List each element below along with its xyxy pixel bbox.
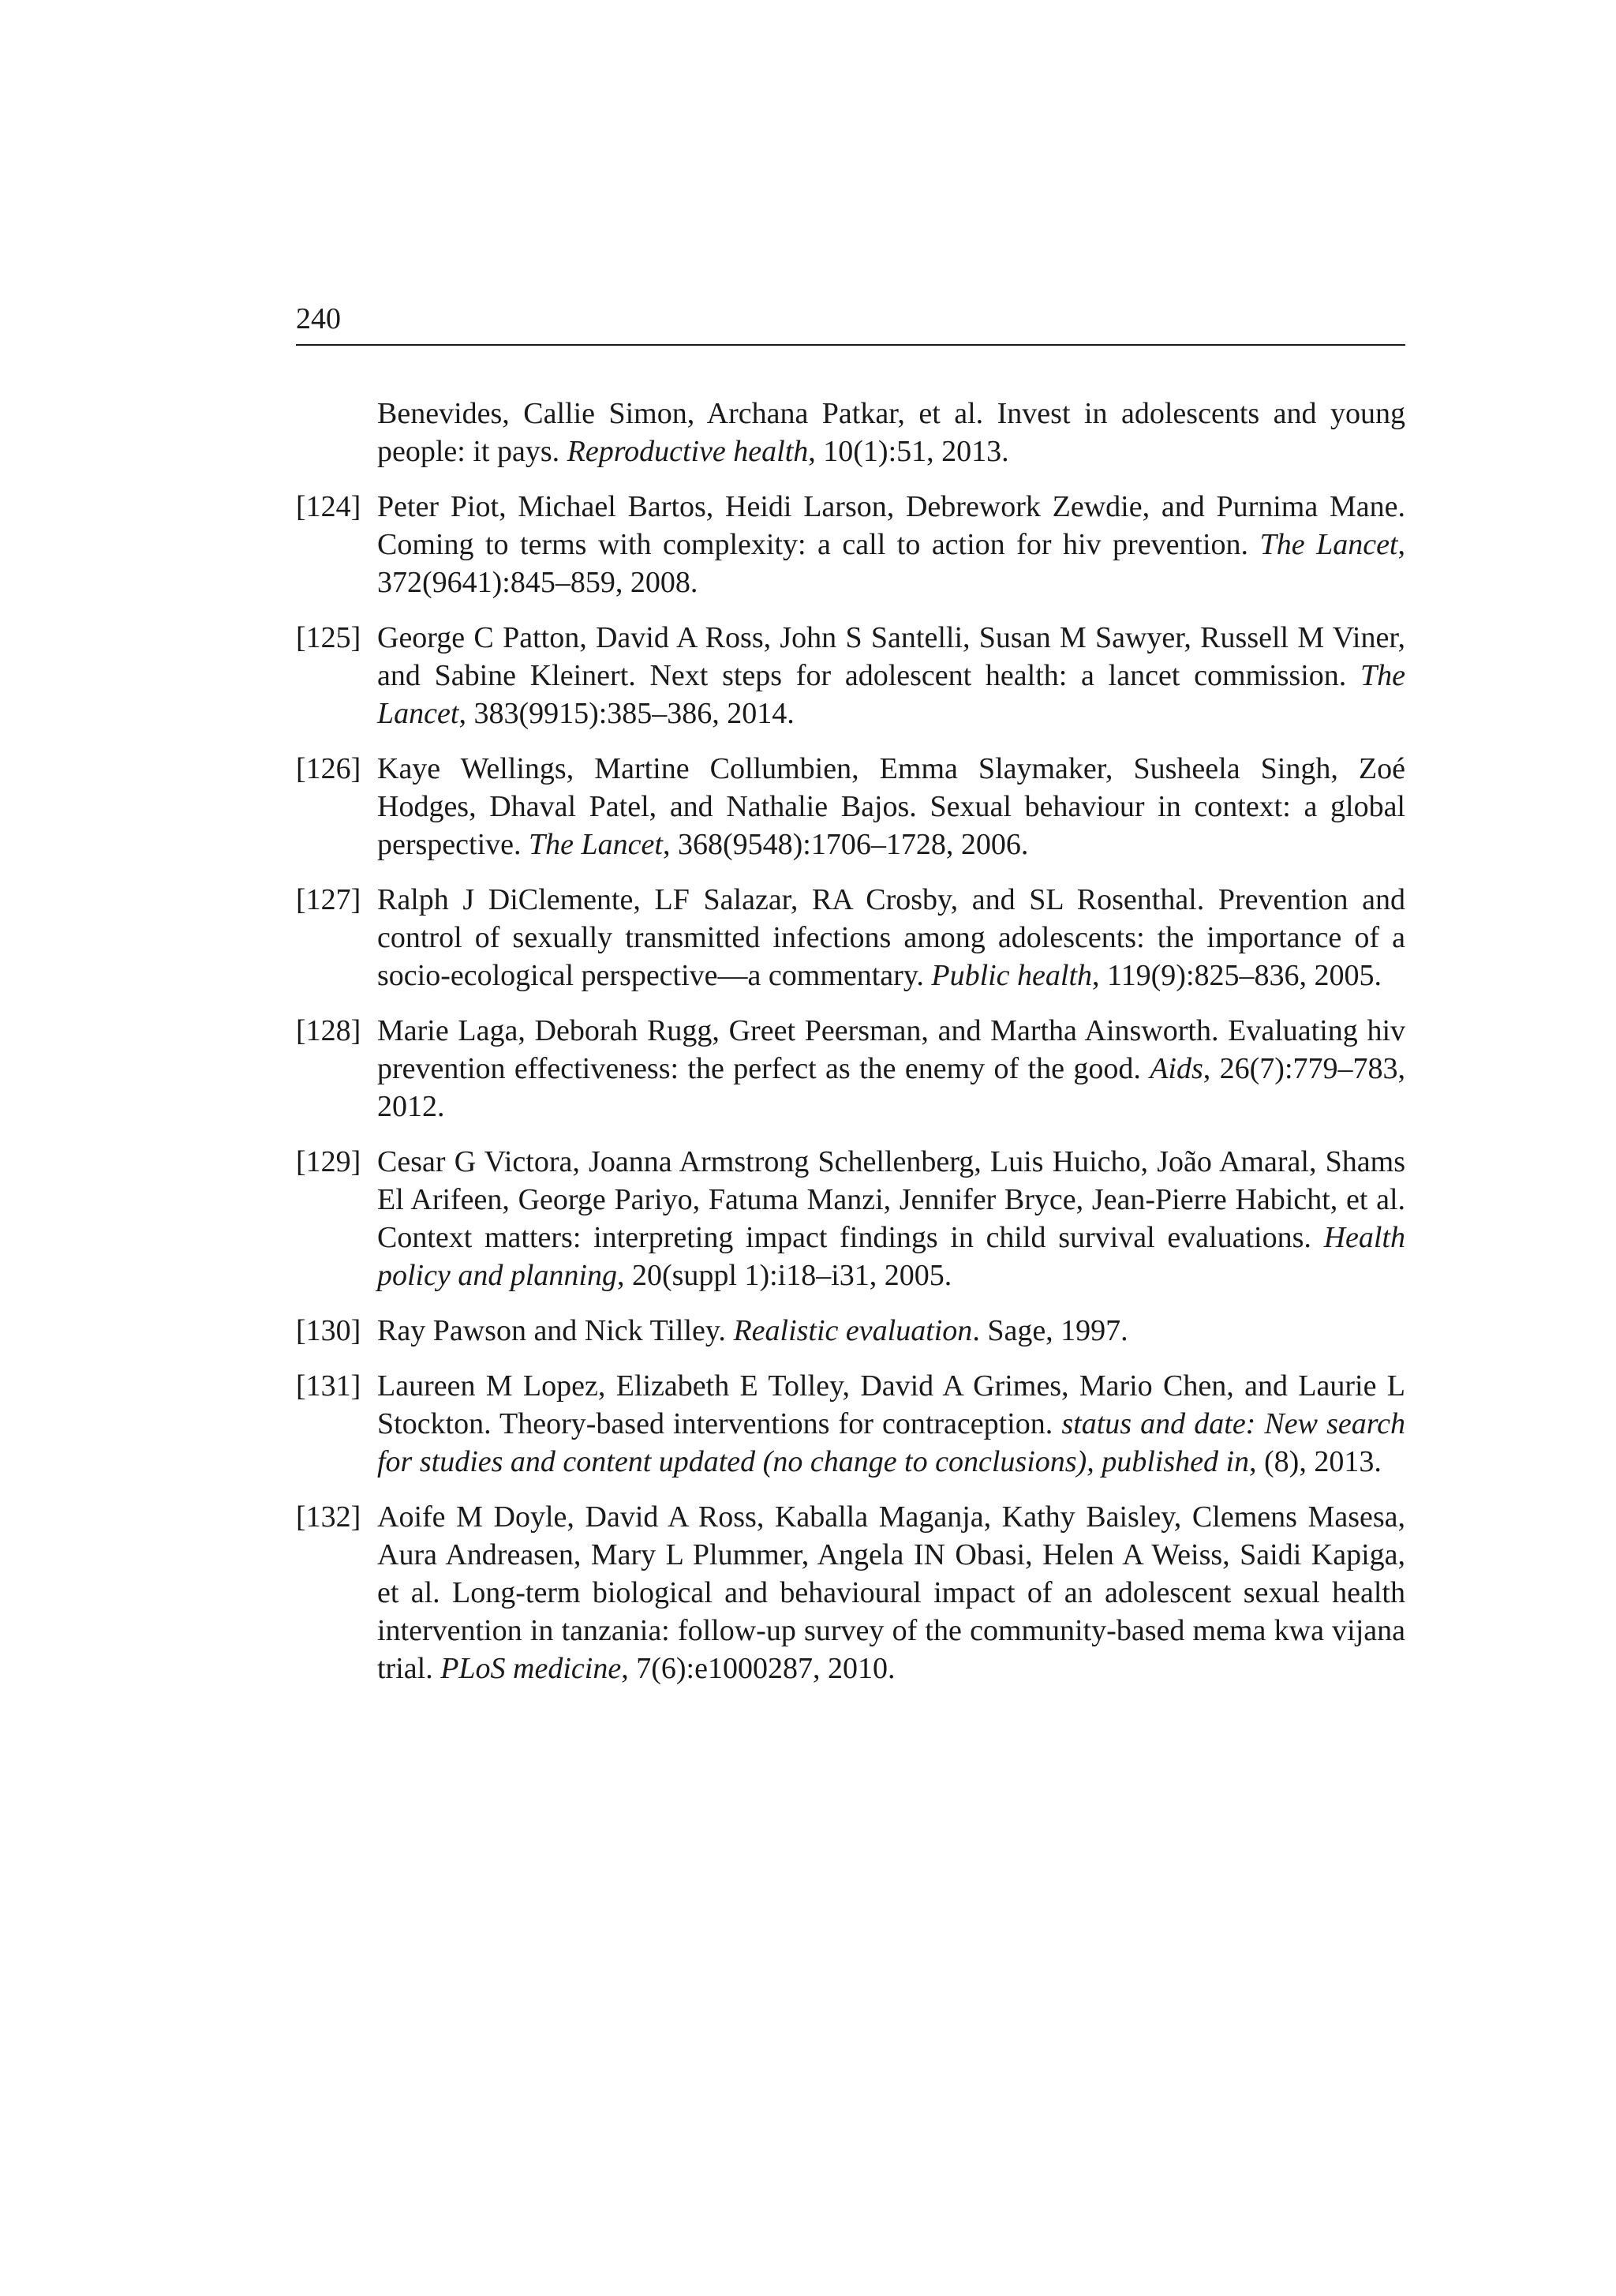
reference-details: , 26(7):779–783, 2012. (377, 1052, 1405, 1123)
reference-venue: Realistic evaluation (733, 1314, 973, 1347)
reference-venue: Public health (931, 959, 1093, 992)
reference-details: , 372(9641):845–859, 2008. (377, 528, 1405, 599)
reference-text (377, 1143, 1405, 1294)
reference-entry (296, 488, 1405, 601)
reference-entry (296, 1367, 1405, 1481)
reference-details: , 383(9915):385–386, 2014. (458, 697, 795, 730)
reference-text (377, 881, 1405, 994)
reference-venue: The Lancet (377, 659, 1405, 730)
reference-citation: Ralph J DiClemente, LF Salazar, RA Crosby, and SL Rosenthal. Prevention and control of sexually transmitted infections among adolescents: the importance of a socio-ecological perspective—a commentary. (377, 883, 1405, 992)
reference-text (377, 395, 1405, 470)
reference-entry (296, 395, 1405, 470)
reference-citation: Aoife M Doyle, David A Ross, Kaballa Maganja, Kathy Baisley, Clemens Masesa, Aura Andreasen, Mary L Plummer, Angela IN Obasi, Helen A Weiss, Saidi Kapiga, et al. Long-term biological and behavioural impact of an adolescent sexual health intervention in tanzania: follow-up survey of the community-based mema kwa vijana trial. (377, 1500, 1405, 1685)
reference-text (377, 1312, 1405, 1350)
reference-venue: PLoS medicine (440, 1652, 622, 1685)
reference-citation: Benevides, Callie Simon, Archana Patkar, et al. Invest in adolescents and young people: it pays. (377, 397, 1405, 468)
reference-list (296, 395, 1405, 1705)
reference-entry (296, 1498, 1405, 1687)
reference-citation: Cesar G Victora, Joanna Armstrong Schellenberg, Luis Huicho, João Amaral, Shams El Arifeen, George Pariyo, Fatuma Manzi, Jennifer Bryce, Jean-Pierre Habicht, et al. Context matters: interpreting impact findings in child survival evaluations. (377, 1145, 1405, 1254)
reference-details: , 119(9):825–836, 2005. (1092, 959, 1382, 992)
reference-venue: Aids (1150, 1052, 1203, 1085)
reference-venue: The Lancet (1259, 528, 1398, 561)
reference-text (377, 1012, 1405, 1126)
reference-label: [128] (296, 1014, 361, 1047)
reference-entry (296, 1143, 1405, 1294)
reference-label: [129] (296, 1145, 361, 1178)
reference-details: , 368(9548):1706–1728, 2006. (662, 828, 1029, 861)
reference-label: [130] (296, 1314, 361, 1347)
reference-label: [131] (296, 1369, 361, 1403)
reference-label: [132] (296, 1500, 361, 1534)
reference-venue: Health policy and planning (377, 1221, 1405, 1292)
reference-citation: Laureen M Lopez, Elizabeth E Tolley, David A Grimes, Mario Chen, and Laurie L Stockton. Theory-based interventions for contraception. (377, 1369, 1405, 1440)
reference-venue: Reproductive health (567, 435, 809, 468)
reference-venue: The Lancet (529, 828, 663, 861)
page-number: 240 (296, 302, 341, 335)
reference-entry (296, 881, 1405, 994)
reference-citation: Marie Laga, Deborah Rugg, Greet Peersman, and Martha Ainsworth. Evaluating hiv prevention effectiveness: the perfect as the enemy of the good. (377, 1014, 1405, 1085)
reference-label: [126] (296, 752, 361, 785)
reference-details: , 7(6):e1000287, 2010. (621, 1652, 896, 1685)
reference-entry (296, 619, 1405, 732)
reference-details: . Sage, 1997. (972, 1314, 1128, 1347)
running-header (296, 300, 1405, 346)
reference-venue: status and date: New search for studies and content updated (no change to conclusions), published in (377, 1407, 1405, 1478)
reference-text (377, 619, 1405, 732)
reference-text (377, 1498, 1405, 1687)
reference-text (377, 750, 1405, 863)
reference-label: [124] (296, 490, 361, 523)
reference-citation: Kaye Wellings, Martine Collumbien, Emma Slaymaker, Susheela Singh, Zoé Hodges, Dhaval Patel, and Nathalie Bajos. Sexual behaviour in context: a global perspective. (377, 752, 1405, 861)
reference-label: [125] (296, 621, 361, 654)
reference-details: , (8), 2013. (1249, 1445, 1382, 1478)
reference-citation: Ray Pawson and Nick Tilley. (377, 1314, 734, 1347)
reference-details: , 10(1):51, 2013. (808, 435, 1009, 468)
reference-citation: George C Patton, David A Ross, John S Santelli, Susan M Sawyer, Russell M Viner, and Sabine Kleinert. Next steps for adolescent health: a lancet commission. (377, 621, 1405, 692)
reference-entry (296, 750, 1405, 863)
reference-entry (296, 1312, 1405, 1350)
reference-entry (296, 1012, 1405, 1126)
reference-label: [127] (296, 883, 361, 916)
reference-text (377, 1367, 1405, 1481)
reference-details: , 20(suppl 1):i18–i31, 2005. (616, 1259, 952, 1292)
reference-text (377, 488, 1405, 601)
reference-citation: Peter Piot, Michael Bartos, Heidi Larson, Debrework Zewdie, and Purnima Mane. Coming to terms with complexity: a call to action for hiv prevention. (377, 490, 1405, 561)
